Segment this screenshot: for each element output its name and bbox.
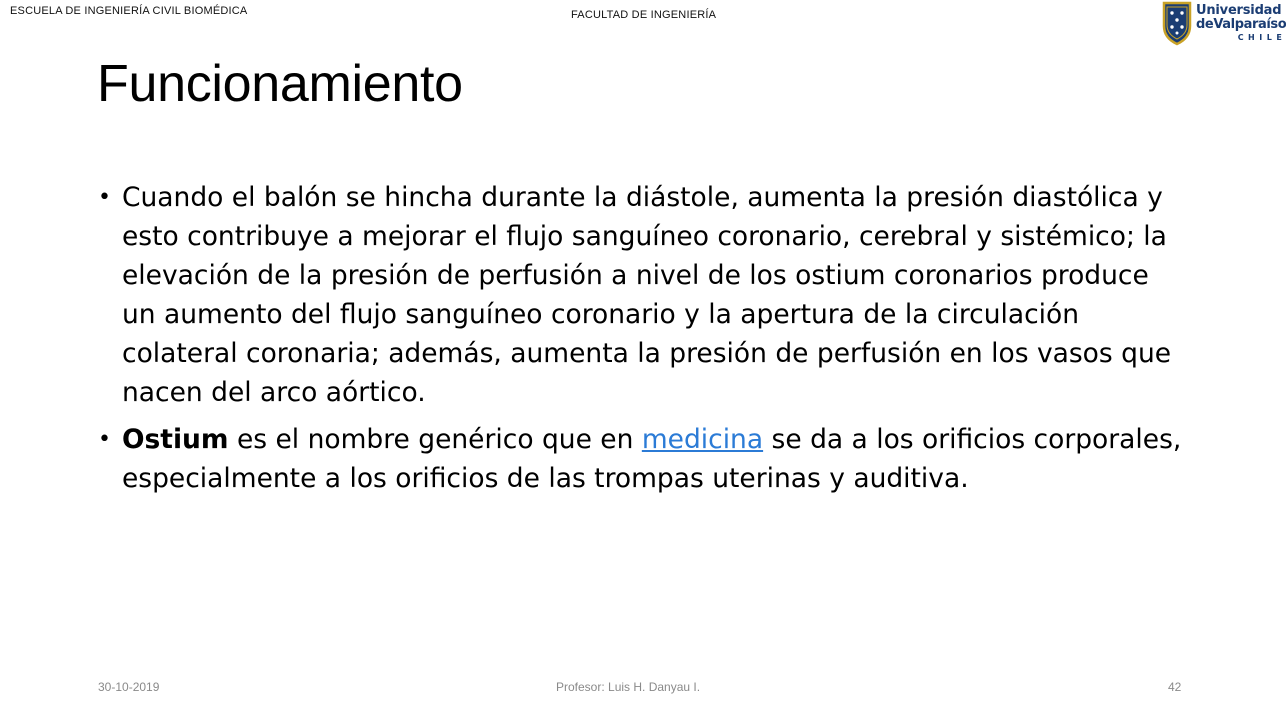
medicina-link[interactable]: medicina bbox=[641, 424, 764, 455]
school-header: ESCUELA DE INGENIERÍA CIVIL BIOMÉDICA bbox=[10, 5, 248, 17]
bullet-dot-icon: • bbox=[98, 427, 111, 452]
logo-line-universidad: Universidad bbox=[1196, 3, 1282, 18]
shield-stars-icon bbox=[1161, 0, 1193, 46]
footer-professor: Profesor: Luis H. Danyau I. bbox=[556, 680, 701, 694]
bullet-item-1 bbox=[98, 178, 1188, 412]
bullet-text-2-before: es el nombre genérico que en bbox=[228, 424, 642, 455]
footer-date: 30-10-2019 bbox=[98, 680, 160, 694]
bullet-text-2-after: se da a los orificios corporales, especialmente a los orificios de las trompas uterinas y auditiva. bbox=[122, 424, 1182, 494]
footer-page-number: 42 bbox=[1168, 680, 1182, 694]
bullet-text-1: Cuando el balón se hincha durante la diástole, aumenta la presión diastólica y esto contribuye a mejorar el flujo sanguíneo coronario, cerebral y sistémico; la elevación de la presión de perfusión a nivel de los ostium coronarios produce un aumento del flujo sanguíneo coronario y la apertura de la circulación colateral coronaria; además, aumenta la presión de perfusión en los vasos que nacen del arco aórtico. bbox=[122, 182, 1172, 408]
logo-wordmark bbox=[1196, 4, 1286, 42]
university-logo bbox=[1161, 0, 1286, 50]
ostium-term: Ostium bbox=[122, 424, 229, 455]
faculty-header: FACULTAD DE INGENIERÍA bbox=[571, 9, 717, 21]
bullet-list bbox=[98, 178, 1188, 498]
slide-title: Funcionamiento bbox=[97, 55, 463, 113]
bullet-dot-icon: • bbox=[98, 185, 111, 210]
bullet-item-2 bbox=[98, 420, 1188, 498]
logo-line-valparaiso: deValparaíso bbox=[1196, 17, 1286, 32]
logo-line-chile: CHILE bbox=[1237, 33, 1286, 42]
